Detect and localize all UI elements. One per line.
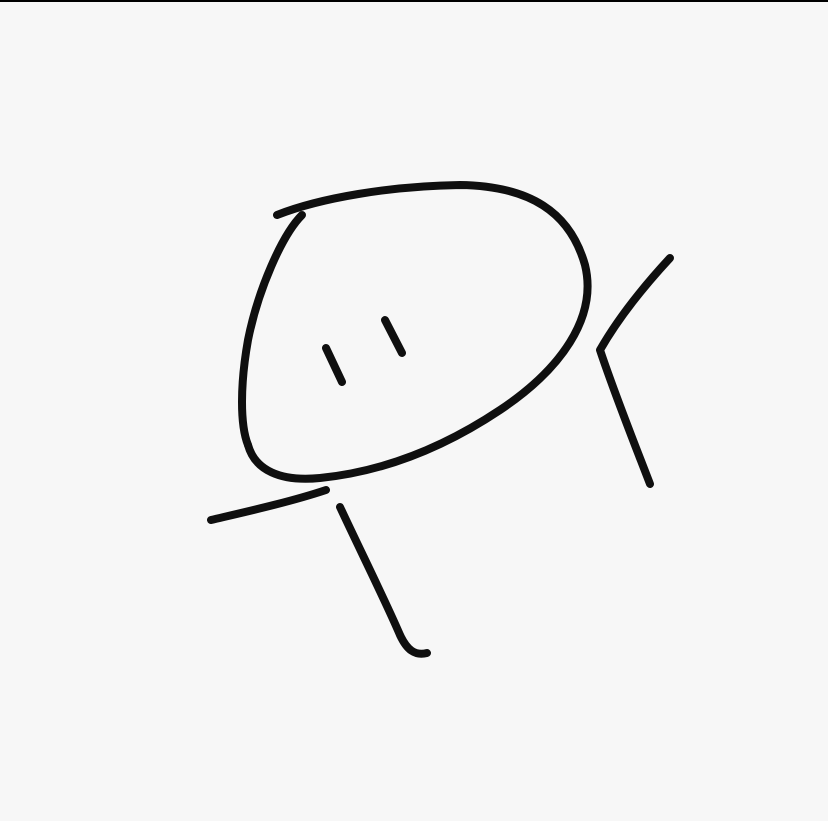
right-eye xyxy=(385,320,402,353)
right-arm xyxy=(600,258,670,484)
head-left-stroke xyxy=(242,215,302,445)
left-arm xyxy=(211,490,326,520)
body-leg xyxy=(340,507,427,654)
left-eye xyxy=(326,348,342,382)
head-top-stroke xyxy=(248,185,588,479)
